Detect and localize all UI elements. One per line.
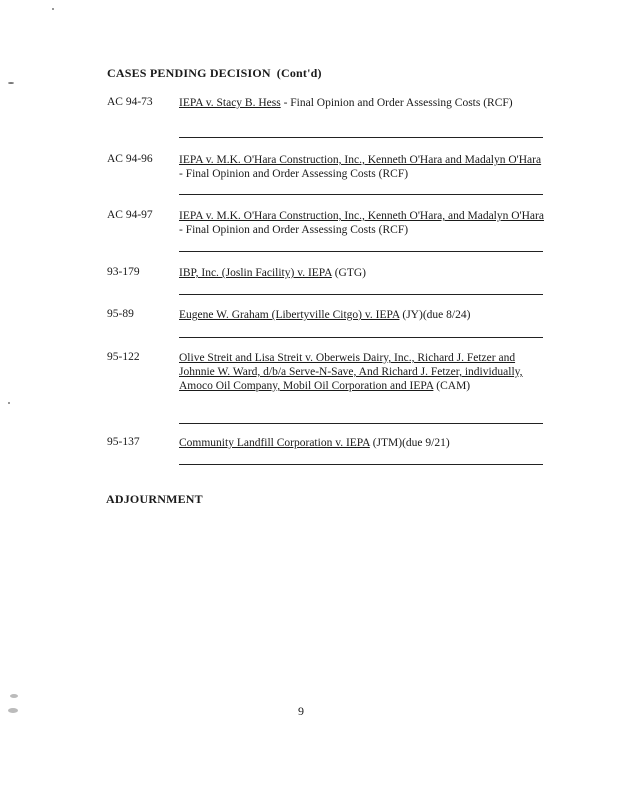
case-rule: [179, 423, 543, 424]
case-description: [179, 96, 547, 110]
case-matter: - Final Opinion and Order Assessing Costs (RCF): [179, 168, 409, 180]
case-number: 95-89: [107, 308, 134, 320]
case-rule: [179, 337, 543, 338]
case-matter: - Final Opinion and Order Assessing Costs (RCF): [280, 97, 513, 109]
case-parties: Olive Streit and Lisa Streit v. Oberweis Dairy, Inc., Richard J. Fetzer and Johnnie W. Ward, d/b/a Serve-N-Save, And Richard J. Fetzer, individually, Amoco Oil Company, Mobil Oil Corporation and IEPA: [179, 352, 523, 392]
case-matter: - Final Opinion and Order Assessing Costs (RCF): [179, 224, 409, 236]
scan-speck: [8, 708, 18, 713]
case-rule: [179, 251, 543, 252]
case-rule: [179, 194, 543, 195]
section-title: [107, 66, 322, 81]
scan-speck: [8, 82, 14, 84]
section-title-text: CASES PENDING DECISION: [107, 66, 271, 80]
case-number: AC 94-96: [107, 153, 153, 165]
case-parties: IEPA v. M.K. O'Hara Construction, Inc., Kenneth O'Hara and Madalyn O'Hara: [179, 154, 542, 166]
case-parties: IEPA v. Stacy B. Hess: [179, 97, 281, 109]
case-description: [179, 351, 547, 393]
scan-speck: [10, 694, 18, 698]
case-rule: [179, 464, 543, 465]
case-matter: (CAM): [433, 380, 471, 392]
case-number: AC 94-97: [107, 209, 153, 221]
case-number: 93-179: [107, 266, 140, 278]
case-parties: IEPA v. M.K. O'Hara Construction, Inc., Kenneth O'Hara, and Madalyn O'Hara: [179, 210, 544, 222]
case-matter: (GTG): [331, 267, 366, 279]
case-number: 95-137: [107, 436, 140, 448]
adjournment-heading: ADJOURNMENT: [106, 492, 203, 506]
case-number: 95-122: [107, 351, 140, 363]
case-parties: Community Landfill Corporation v. IEPA: [179, 437, 370, 449]
case-rule: [179, 137, 543, 138]
case-description: [179, 153, 547, 181]
case-description: [179, 209, 547, 237]
scan-speck: [52, 8, 54, 10]
case-description: [179, 436, 547, 450]
case-description: [179, 266, 547, 280]
case-matter: (JTM)(due 9/21): [369, 437, 450, 449]
case-parties: Eugene W. Graham (Libertyville Citgo) v. IEPA: [179, 309, 400, 321]
case-matter: (JY)(due 8/24): [399, 309, 471, 321]
case-number: AC 94-73: [107, 96, 153, 108]
case-rule: [179, 294, 543, 295]
page-number: 9: [298, 704, 304, 718]
scan-speck: [8, 402, 10, 404]
section-title-suffix: (Cont'd): [276, 66, 322, 80]
case-description: [179, 308, 547, 322]
case-parties: IBP, Inc. (Joslin Facility) v. IEPA: [179, 267, 332, 279]
